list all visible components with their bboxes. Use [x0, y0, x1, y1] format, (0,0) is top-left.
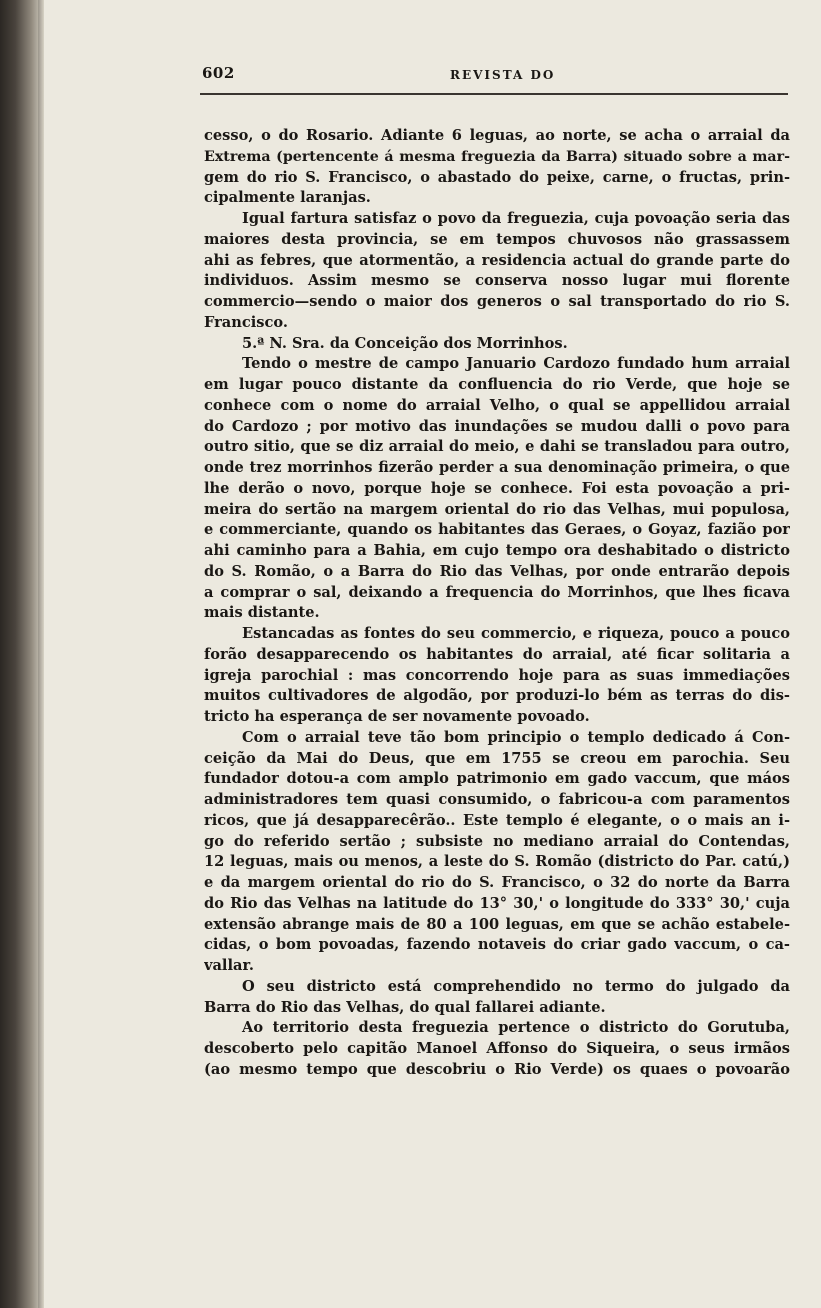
text-line: e da margem oriental do rio do S. Francisco, o 32 do norte da Barra — [204, 874, 790, 891]
text-line: extensão abrange mais de 80 a 100 leguas, em que se achão estabele- — [204, 915, 790, 933]
page-header — [200, 60, 796, 94]
text-line: Estancadas as fontes do seu commercio, e riqueza, pouco a pouco — [242, 625, 790, 642]
text-line: administradores tem quasi consumido, o fabricou-a com paramentos — [204, 791, 790, 808]
running-title: REVISTA DO — [450, 68, 556, 82]
book-binding-shadow — [0, 0, 44, 1308]
text-line: do Cardozo ; por motivo das inundações se mudou dalli o povo para — [204, 417, 790, 435]
body-text — [204, 126, 790, 1081]
text-line: do S. Romão, o a Barra do Rio das Velhas, por onde entrarão depois — [204, 562, 790, 580]
text-line: O seu districto está comprehendido no termo do julgado da — [242, 977, 790, 995]
text-line: gem do rio S. Francisco, o abastado do peixe, carne, o fructas, prin- — [204, 168, 790, 186]
text-line: maiores desta provincia, se em tempos chuvosos não grassassem — [204, 230, 790, 248]
header-rule — [200, 93, 788, 95]
text-line: conhece com o nome do arraial Velho, o qual se appellidou arraial — [204, 396, 790, 414]
text-line: em lugar pouco distante da confluencia do rio Verde, que hoje se — [204, 376, 790, 393]
text-line: do Rio das Velhas na latitude do 13° 30,' o longitude do 333° 30,' cuja — [204, 894, 790, 912]
text-line: igreja parochial : mas concorrendo hoje para as suas immediações — [204, 666, 790, 684]
text-line: outro sitio, que se diz arraial do meio, e dahi se transladou para outro, — [204, 438, 790, 456]
book-page — [200, 60, 796, 1300]
text-line: Ao territorio desta freguezia pertence o districto do Gorutuba, — [242, 1019, 790, 1037]
text-line: descoberto pelo capitão Manoel Affonso do Siqueira, o seus irmãos — [204, 1040, 790, 1057]
text-line: cipalmente laranjas. — [204, 189, 371, 207]
text-line: muitos cultivadores de algodão, por produzi-lo bém as terras do dis- — [204, 687, 790, 705]
text-line: 12 leguas, mais ou menos, a leste do S. Romão (districto do Par. catú,) — [204, 853, 790, 871]
text-line: Tendo o mestre de campo Januario Cardozo fundado hum arraial — [242, 355, 790, 373]
text-line: vallar. — [204, 957, 254, 974]
text-line: Francisco. — [204, 313, 288, 331]
text-line: mais distante. — [204, 604, 320, 622]
text-line: Igual fartura satisfaz o povo da freguezia, cuja povoação seria das — [242, 210, 790, 227]
text-line: lhe derão o novo, porque hoje se conhece. Foi esta povoação a pri- — [204, 479, 790, 497]
text-line: forão desapparecendo os habitantes do arraial, até ficar solitaria a — [204, 645, 790, 663]
text-line: individuos. Assim mesmo se conserva nosso lugar mui florente — [204, 272, 790, 290]
text-line: e commerciante, quando os habitantes das Geraes, o Goyaz, fazião por — [204, 521, 790, 539]
text-line: Barra do Rio das Velhas, do qual fallarei adiante. — [204, 998, 606, 1016]
text-line: cesso, o do Rosario. Adiante 6 leguas, ao norte, se acha o arraial da — [204, 127, 790, 144]
text-line: ahi as febres, que atormentão, a residencia actual do grande parte do — [204, 251, 790, 269]
text-line: Extrema (pertencente á mesma freguezia da Barra) situado sobre a mar- — [204, 148, 790, 165]
text-line: a comprar o sal, deixando a frequencia do Morrinhos, que lhes ficava — [204, 583, 790, 601]
text-line: Com o arraial teve tão bom principio o templo dedicado á Con- — [242, 728, 790, 746]
text-line: 5.ª N. Sra. da Conceição dos Morrinhos. — [242, 334, 568, 352]
text-line: go do referido sertão ; subsiste no mediano arraial do Contendas, — [204, 832, 790, 850]
text-line: tricto ha esperança de ser novamente povoado. — [204, 708, 590, 725]
text-line: ricos, que já desapparecêrão.. Este templo é elegante, o o mais an i- — [204, 811, 790, 829]
text-line: (ao mesmo tempo que descobriu o Rio Verde) os quaes o povoarão — [204, 1060, 790, 1078]
text-line: ceição da Mai do Deus, que em 1755 se creou em parochia. Seu — [204, 749, 790, 767]
text-line: commercio—sendo o maior dos generos o sal transportado do rio S. — [204, 293, 790, 310]
text-line: meira do sertão na margem oriental do rio das Velhas, mui populosa, — [204, 500, 790, 518]
page-number: 602 — [202, 64, 235, 82]
text-line: cidas, o bom povoadas, fazendo notaveis do criar gado vaccum, o ca- — [204, 936, 790, 954]
text-line: ahi caminho para a Bahia, em cujo tempo ora deshabitado o districto — [204, 542, 790, 559]
text-line: fundador dotou-a com amplo patrimonio em gado vaccum, que máos — [204, 770, 790, 788]
text-line: onde trez morrinhos fizerão perder a sua denominação primeira, o que — [204, 459, 790, 476]
